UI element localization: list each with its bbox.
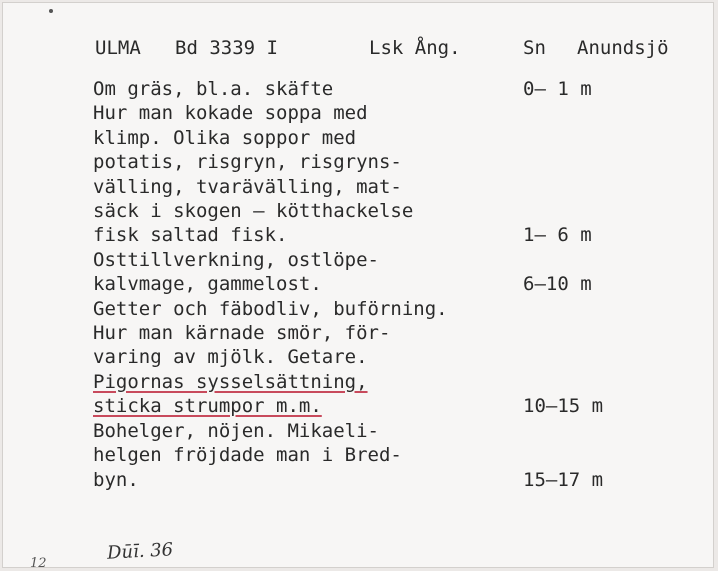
handwritten-note: Dūī. 36 — [106, 539, 174, 564]
entry-pages: 1– 6 m — [523, 224, 592, 247]
entry-line: Osttillverkning, ostlöpe- — [93, 248, 379, 271]
entry-5 — [93, 419, 653, 492]
entry-pages: 0– 1 m — [523, 78, 592, 100]
parish-name: Anundsjö — [577, 37, 669, 59]
entry-line: Hur man kärnade smör, för- — [93, 322, 391, 345]
volume-number: Bd 3339 I — [175, 37, 278, 59]
province: Lsk Ång. — [369, 37, 461, 59]
corner-note: 12 — [30, 556, 47, 571]
entry-line-underlined: Pigornas sysselsättning, — [93, 370, 368, 393]
entry-line: helgen fröjdade man i Bred- — [93, 444, 402, 467]
archive-code: ULMA — [95, 37, 141, 59]
ink-dot — [49, 9, 53, 13]
entry-line: byn. — [93, 468, 139, 491]
entry-line: Hur man kokade soppa med — [93, 102, 368, 125]
entry-line: potatis, risgryn, risgryns- — [93, 151, 402, 174]
entry-line: klimp. Olika soppor med — [93, 126, 357, 149]
entry-pages: 6–10 m — [523, 273, 592, 296]
entry-line: kalvmage, gammelost. — [93, 273, 322, 296]
record-card — [2, 2, 714, 568]
entry-line: säck i skogen – kötthackelse — [93, 200, 414, 223]
entry-line: välling, tvarävälling, mat- — [93, 175, 402, 198]
entry-1 — [93, 77, 653, 101]
entry-pages: 10–15 m — [523, 395, 604, 418]
entries-list — [93, 77, 653, 492]
parish-label: Sn — [523, 37, 546, 59]
entry-4 — [93, 297, 653, 419]
entry-line: fisk saltad fisk. — [93, 224, 288, 247]
entry-line: Om gräs, bl.a. skäfte — [93, 78, 334, 100]
card-header — [3, 37, 713, 65]
entry-pages: 15–17 m — [523, 468, 604, 491]
entry-line: Bohelger, nöjen. Mikaeli- — [93, 419, 379, 442]
entry-line: Getter och fäbodliv, buförning. — [93, 297, 448, 320]
entry-line: varing av mjölk. Getare. — [93, 346, 368, 369]
entry-3 — [93, 248, 653, 297]
entry-2 — [93, 101, 653, 247]
entry-line-underlined: sticka strumpor m.m. — [93, 395, 322, 418]
